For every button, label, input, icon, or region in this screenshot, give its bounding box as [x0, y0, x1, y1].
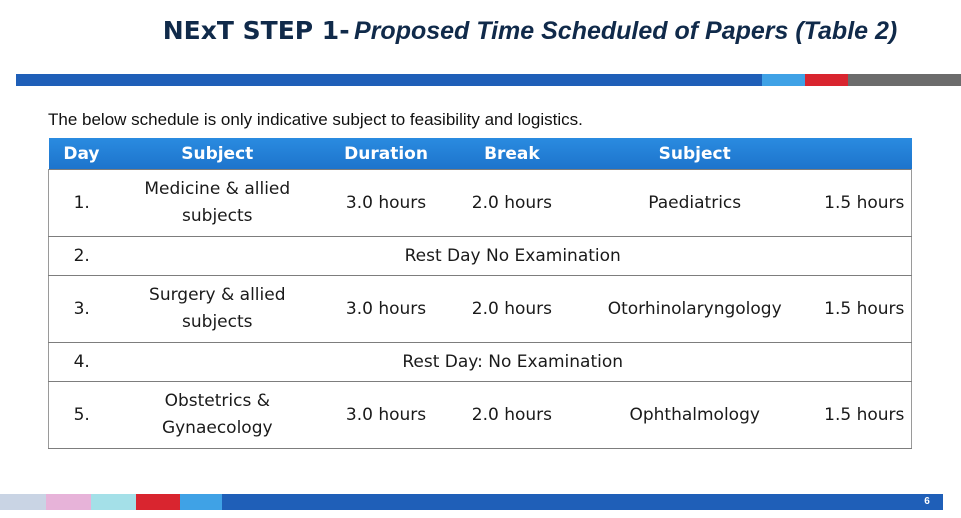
header-subject-2: Subject — [572, 138, 818, 170]
rest-day-cell: Rest Day: No Examination — [114, 343, 911, 382]
header-duration: Duration — [320, 138, 452, 170]
bottom-bar-pale — [0, 494, 46, 510]
title-sub: Proposed Time Scheduled of Papers (Table 2) — [354, 17, 898, 45]
subject2-cell: Otorhinolaryngology — [572, 276, 818, 343]
table-header-row — [49, 138, 912, 170]
schedule-table — [48, 138, 912, 449]
break-cell: 2.0 hours — [452, 276, 572, 343]
table-row — [49, 382, 912, 449]
duration-cell: 3.0 hours — [320, 170, 452, 237]
top-bar-light-blue — [762, 74, 805, 86]
duration-cell: 3.0 hours — [320, 382, 452, 449]
header-blank — [818, 138, 912, 170]
bottom-bar-red — [136, 494, 180, 510]
top-decor-bar — [16, 74, 961, 86]
bottom-bar-blue — [222, 494, 943, 510]
day-cell: 4. — [49, 343, 115, 382]
duration-cell: 3.0 hours — [320, 276, 452, 343]
subject-cell: Obstetrics & Gynaecology — [114, 382, 320, 449]
rest-day-cell: Rest Day No Examination — [114, 237, 911, 276]
break-cell: 2.0 hours — [452, 382, 572, 449]
schedule-note: The below schedule is only indicative subject to feasibility and logistics. — [48, 110, 583, 129]
bottom-decor-bar — [0, 494, 943, 510]
subject2-cell: Ophthalmology — [572, 382, 818, 449]
day-cell: 3. — [49, 276, 115, 343]
top-bar-red — [805, 74, 848, 86]
header-subject: Subject — [114, 138, 320, 170]
duration2-cell: 1.5 hours — [818, 170, 912, 237]
table-row — [49, 343, 912, 382]
duration2-cell: 1.5 hours — [818, 276, 912, 343]
day-cell: 5. — [49, 382, 115, 449]
bottom-bar-light-blue — [180, 494, 222, 510]
header-break: Break — [452, 138, 572, 170]
title-main: NExT STEP 1- — [162, 16, 350, 45]
bottom-bar-cyan — [91, 494, 136, 510]
break-cell: 2.0 hours — [452, 170, 572, 237]
day-cell: 1. — [49, 170, 115, 237]
header-day: Day — [49, 138, 115, 170]
table-row — [49, 276, 912, 343]
top-bar-gray — [848, 74, 961, 86]
day-cell: 2. — [49, 237, 115, 276]
subject-cell: Surgery & allied subjects — [114, 276, 320, 343]
table-row — [49, 237, 912, 276]
subject2-cell: Paediatrics — [572, 170, 818, 237]
table-row — [49, 170, 912, 237]
duration2-cell: 1.5 hours — [818, 382, 912, 449]
top-bar-blue — [16, 74, 762, 86]
bottom-bar-pink — [46, 494, 91, 510]
subject-cell: Medicine & allied subjects — [114, 170, 320, 237]
page-number: 6 — [924, 496, 930, 507]
slide-title — [0, 16, 961, 46]
